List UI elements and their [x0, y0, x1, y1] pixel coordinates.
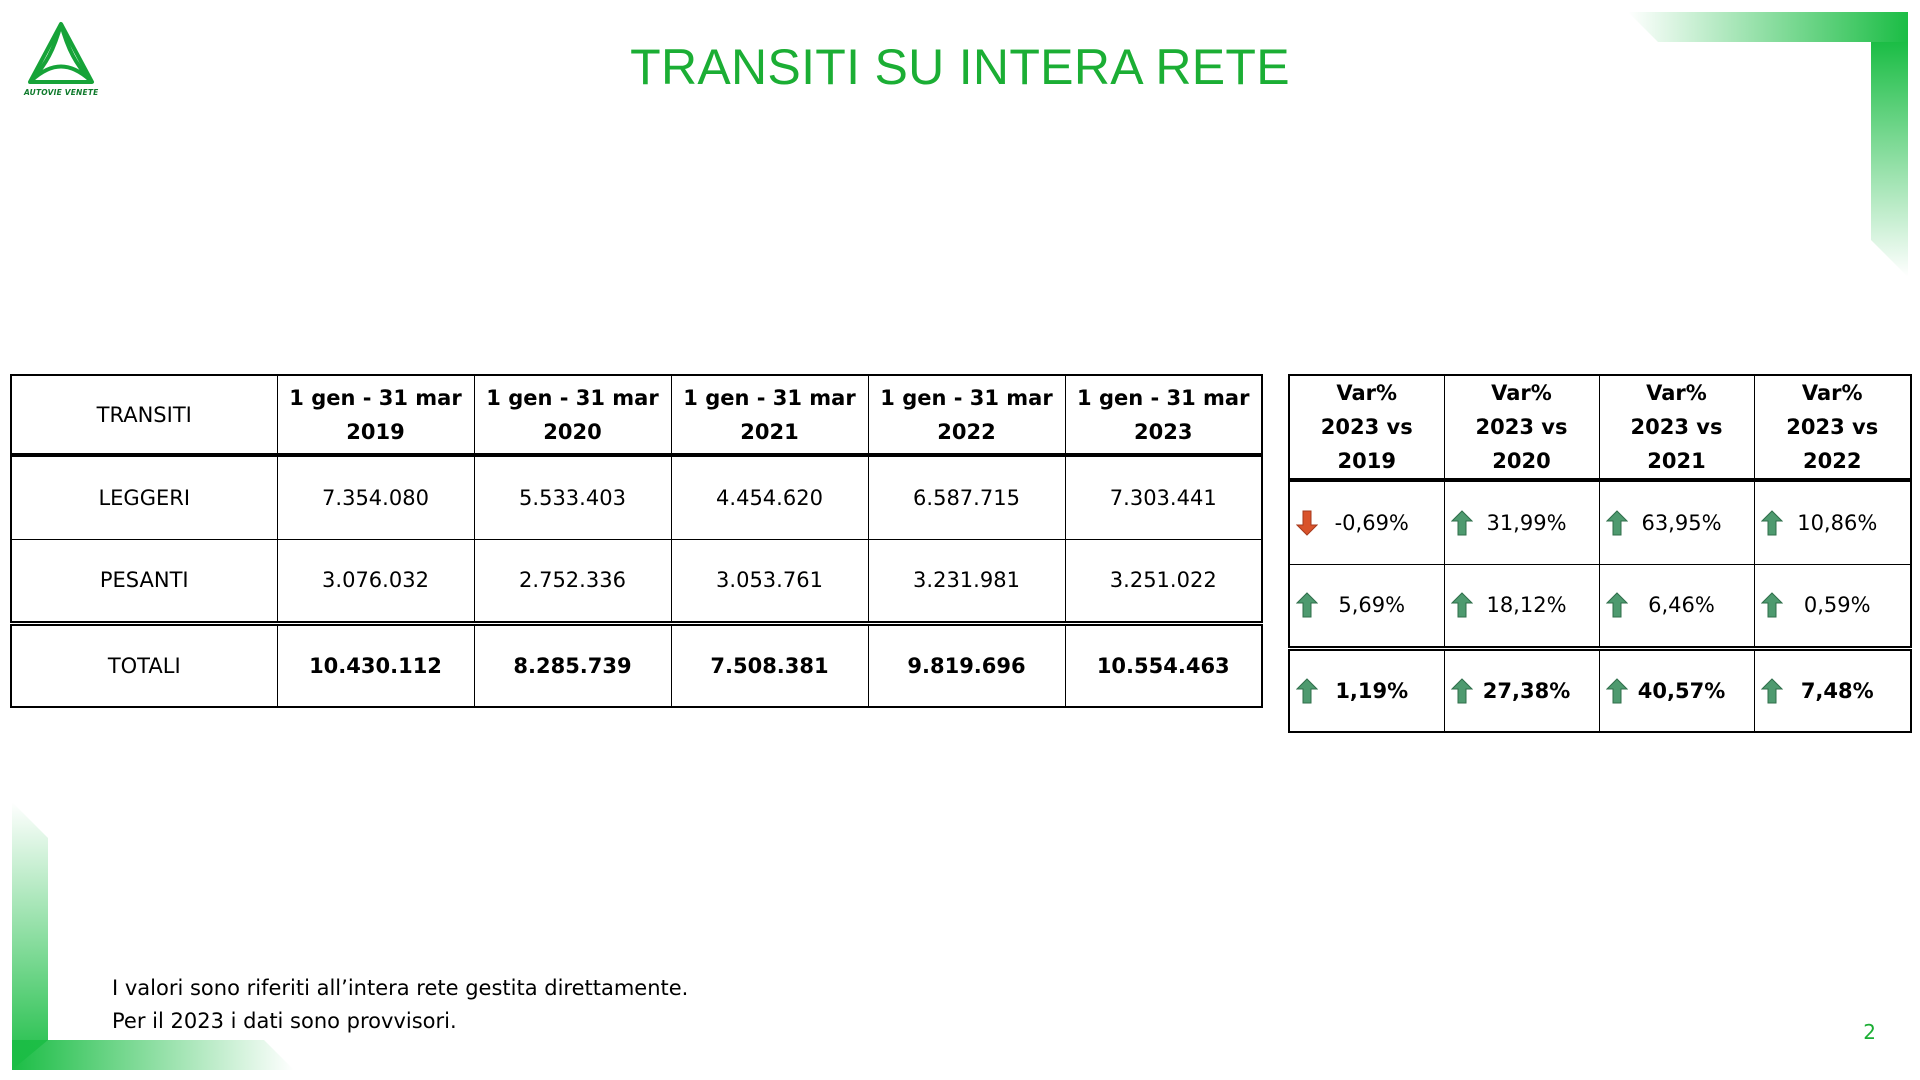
variation-value: 5,69% [1338, 593, 1406, 617]
table-row [11, 455, 1262, 539]
table-cell: 3.251.022 [1065, 539, 1262, 623]
variation-value: 10,86% [1797, 510, 1878, 535]
variation-cell [1754, 648, 1911, 732]
page-title: TRANSITI SU INTERA RETE [630, 39, 1290, 95]
up-arrow-icon [1296, 592, 1318, 618]
variation-value: -0,69% [1334, 510, 1409, 535]
variation-value: 1,19% [1335, 678, 1409, 703]
table-cell: 3.231.981 [868, 539, 1065, 623]
header-period: 1 gen - 31 mar 2022 [868, 375, 1065, 455]
header-period: 1 gen - 31 mar 2021 [671, 375, 868, 455]
table-cell: 10.554.463 [1065, 623, 1262, 707]
table-cell: 7.354.080 [277, 455, 474, 539]
table-cell: 6.587.715 [868, 455, 1065, 539]
variation-value: 18,12% [1486, 593, 1567, 617]
variation-value: 27,38% [1482, 678, 1571, 703]
table-cell: 7.303.441 [1065, 455, 1262, 539]
table-cell: 3.053.761 [671, 539, 868, 623]
variation-cell [1289, 564, 1444, 648]
corner-decoration-top-right [1628, 12, 1908, 277]
row-label: PESANTI [11, 539, 277, 623]
variation-cell [1599, 564, 1754, 648]
header-variation: Var% 2023 vs 2021 [1599, 375, 1754, 480]
table-cell: 7.508.381 [671, 623, 868, 707]
header-variation: Var% 2023 vs 2022 [1754, 375, 1911, 480]
variation-table [1288, 374, 1912, 733]
table-cell: 2.752.336 [474, 539, 671, 623]
header-variation: Var% 2023 vs 2020 [1444, 375, 1599, 480]
table-cell: 9.819.696 [868, 623, 1065, 707]
variation-value: 7,48% [1800, 678, 1874, 703]
variation-cell [1444, 564, 1599, 648]
variation-value: 31,99% [1486, 510, 1567, 535]
table-cell: 5.533.403 [474, 455, 671, 539]
table-header-row [1289, 375, 1911, 480]
up-arrow-icon [1761, 678, 1783, 704]
table-cell: 10.430.112 [277, 623, 474, 707]
header-period: 1 gen - 31 mar 2019 [277, 375, 474, 455]
variation-value: 0,59% [1803, 593, 1871, 617]
up-arrow-icon [1296, 678, 1318, 704]
header-period: 1 gen - 31 mar 2020 [474, 375, 671, 455]
header-period: 1 gen - 31 mar 2023 [1065, 375, 1262, 455]
up-arrow-icon [1761, 592, 1783, 618]
table-cell: 3.076.032 [277, 539, 474, 623]
up-arrow-icon [1606, 592, 1628, 618]
variation-cell [1599, 480, 1754, 564]
up-arrow-icon [1761, 510, 1783, 536]
row-label: LEGGERI [11, 455, 277, 539]
variation-cell [1444, 648, 1599, 732]
variation-cell [1444, 480, 1599, 564]
header-transiti: TRANSITI [11, 375, 277, 455]
up-arrow-icon [1606, 678, 1628, 704]
table-row [1289, 564, 1911, 648]
up-arrow-icon [1606, 510, 1628, 536]
variation-value: 40,57% [1637, 678, 1726, 703]
variation-cell [1289, 480, 1444, 564]
up-arrow-icon [1451, 510, 1473, 536]
row-label: TOTALI [11, 623, 277, 707]
table-row-total [1289, 648, 1911, 732]
down-arrow-icon [1296, 510, 1318, 536]
page-number: 2 [1863, 1020, 1876, 1044]
variation-value: 63,95% [1641, 510, 1722, 535]
logo-text: AUTOVIE VENETE [24, 88, 99, 97]
variation-cell [1754, 480, 1911, 564]
footnote-line: I valori sono riferiti all’intera rete gestita direttamente. [112, 976, 689, 1000]
table-row-total [11, 623, 1262, 707]
table-cell: 4.454.620 [671, 455, 868, 539]
footnote-line: Per il 2023 i dati sono provvisori. [112, 1009, 457, 1033]
table-header-row [11, 375, 1262, 455]
variation-cell [1289, 648, 1444, 732]
variation-cell [1754, 564, 1911, 648]
variation-value: 6,46% [1648, 593, 1715, 617]
header-variation: Var% 2023 vs 2019 [1289, 375, 1444, 480]
up-arrow-icon [1451, 678, 1473, 704]
table-row [11, 539, 1262, 623]
variation-cell [1599, 648, 1754, 732]
table-row [1289, 480, 1911, 564]
table-cell: 8.285.739 [474, 623, 671, 707]
footnote [112, 972, 688, 1038]
up-arrow-icon [1451, 592, 1473, 618]
transits-table [10, 374, 1263, 708]
